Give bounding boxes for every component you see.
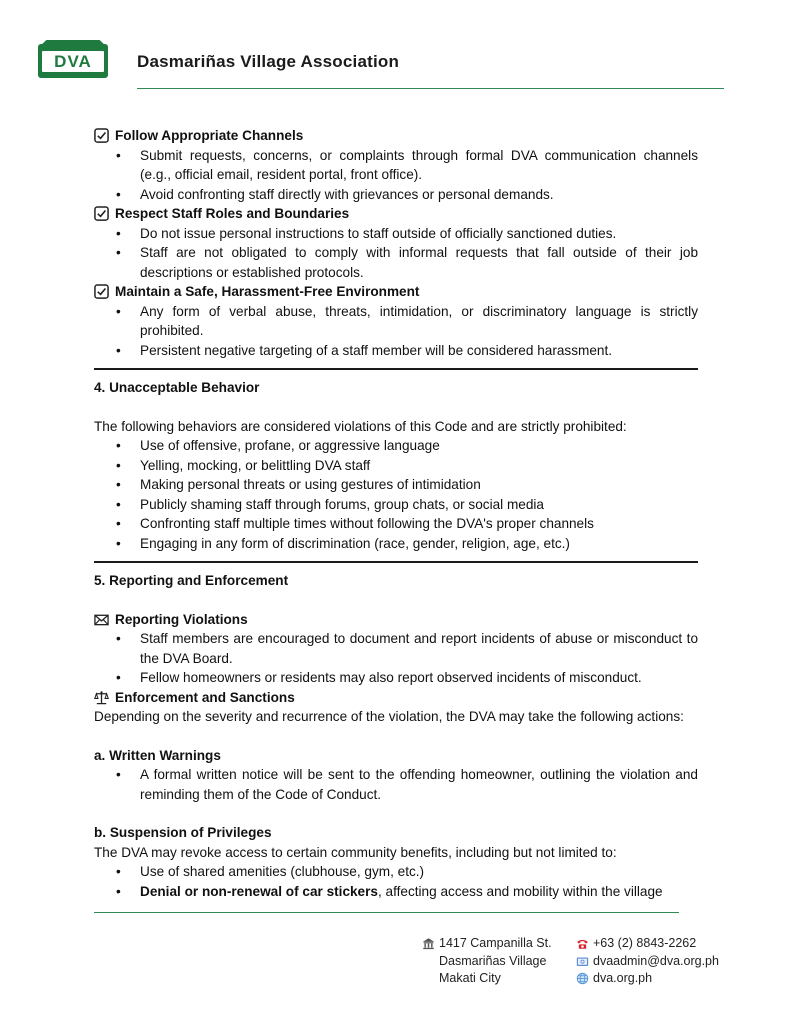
list-item: • Yelling, mocking, or belittling DVA staff: [94, 456, 698, 476]
website-link[interactable]: dva.org.ph: [593, 971, 653, 985]
policy-title: Follow Appropriate Channels: [115, 128, 304, 143]
policy-list: [94, 224, 698, 283]
logo-text: DVA: [42, 51, 104, 72]
org-name: Dasmariñas Village Association: [137, 52, 400, 71]
section-divider: [94, 368, 698, 370]
list-item: • Use of offensive, profane, or aggressive language: [94, 436, 698, 456]
checkbox-icon: [94, 284, 109, 299]
list-item: • Staff are not obligated to comply with informal requests that fall outside of their job descriptions or established protocols.: [94, 243, 698, 282]
footer-contacts: [576, 935, 719, 988]
list-item: • Submit requests, concerns, or complaints through formal DVA communication channels (e.g., official email, resident portal, front office).: [94, 146, 698, 185]
list-item-text: , affecting access and mobility within the village: [377, 883, 663, 899]
logo-tab-shape: [38, 40, 108, 48]
warnings-list: [94, 765, 698, 804]
subsection-title: b. Suspension of Privileges: [94, 825, 272, 840]
bold-text: Denial or non-renewal of car stickers: [140, 883, 378, 899]
address-line: 1417 Campanilla St.: [439, 936, 552, 950]
list-item: • Publicly shaming staff through forums, group chats, or social media: [94, 495, 698, 515]
suspension-intro: The DVA may revoke access to certain community benefits, including but not limited to:: [94, 844, 617, 860]
section-intro: The following behaviors are considered violations of this Code and are strictly prohibited:: [94, 418, 627, 434]
header-divider: [137, 88, 724, 89]
list-item: • Engaging in any form of discrimination (race, gender, religion, age, etc.): [94, 534, 698, 554]
enforcement-intro: Depending on the severity and recurrence of the violation, the DVA may take the following actions:: [94, 709, 684, 724]
phone-number[interactable]: +63 (2) 8843-2262: [593, 936, 697, 950]
subsection-title: Enforcement and Sanctions: [115, 689, 295, 705]
list-item: • A formal written notice will be sent to the offending homeowner, outlining the violation and reminding them of the Code of Conduct.: [94, 765, 698, 804]
list-item: • Avoid confronting staff directly with grievances or personal demands.: [94, 185, 698, 205]
list-item: • Confronting staff multiple times without following the DVA's proper channels: [94, 514, 698, 534]
policy-list: [94, 302, 698, 361]
list-item: • Fellow homeowners or residents may also report observed incidents of misconduct.: [94, 668, 698, 688]
policy-title: Respect Staff Roles and Boundaries: [115, 206, 350, 221]
footer-address: [422, 935, 552, 988]
building-icon: [422, 937, 435, 950]
checkbox-icon: [94, 128, 109, 143]
address-line: Makati City: [439, 971, 501, 985]
email-address[interactable]: dvaadmin@dva.org.ph: [593, 953, 719, 968]
footer-divider: [94, 912, 679, 913]
list-item: [94, 882, 698, 902]
behavior-list: [94, 436, 698, 553]
list-item: • Staff members are encouraged to document and report incidents of abuse or misconduct to the DVA Board.: [94, 629, 698, 668]
globe-icon: [576, 972, 589, 985]
list-item: • Persistent negative targeting of a staff member will be considered harassment.: [94, 341, 698, 361]
scales-icon: [94, 690, 109, 705]
policy-block: [94, 282, 698, 360]
email-icon: [576, 955, 589, 968]
phone-icon: [576, 937, 589, 950]
list-item: • Making personal threats or using gestures of intimidation: [94, 475, 698, 495]
address-line: Dasmariñas Village: [439, 953, 547, 968]
section-divider: [94, 561, 698, 563]
section-title: 4. Unacceptable Behavior: [94, 380, 260, 395]
document-body: [94, 126, 698, 901]
list-item: • Use of shared amenities (clubhouse, gym, etc.): [94, 862, 698, 882]
checkbox-icon: [94, 206, 109, 221]
policy-block: [94, 204, 698, 282]
policy-block: [94, 126, 698, 204]
subsection-title: a. Written Warnings: [94, 747, 221, 763]
list-item: • Any form of verbal abuse, threats, intimidation, or discriminatory language is strictly prohibited.: [94, 302, 698, 341]
dva-logo: [38, 44, 108, 78]
subsection-title: Reporting Violations: [115, 611, 248, 627]
envelope-icon: [94, 612, 109, 627]
reporting-list: [94, 629, 698, 688]
policy-list: [94, 146, 698, 205]
list-item: • Do not issue personal instructions to staff outside of officially sanctioned duties.: [94, 224, 698, 244]
section-title: 5. Reporting and Enforcement: [94, 573, 289, 588]
suspension-list: [94, 862, 698, 901]
policy-title: Maintain a Safe, Harassment-Free Environment: [115, 284, 420, 299]
